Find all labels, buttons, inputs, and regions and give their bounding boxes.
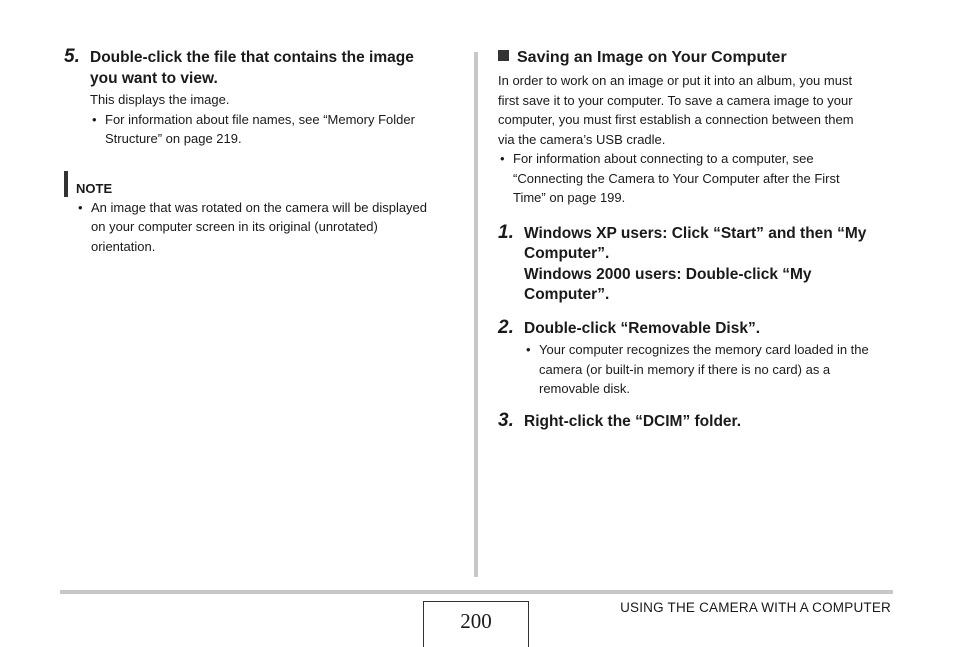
bullet-line: “Connecting the Camera to Your Computer after the First	[513, 170, 840, 186]
left-column	[64, 48, 464, 256]
step-title-line: you want to view.	[90, 69, 218, 87]
step-title-line: Windows XP users: Click “Start” and then “My	[524, 224, 867, 242]
note-label: NOTE	[76, 180, 113, 196]
bullet-line: Structure” on page 219.	[105, 131, 242, 146]
step-1	[498, 221, 894, 306]
step-title-line: Computer”.	[524, 245, 610, 262]
right-column	[498, 48, 894, 432]
intro-paragraph	[498, 71, 894, 149]
step-title-line: Double-click the file that contains the image	[90, 49, 414, 66]
step-number: 2.	[498, 316, 514, 338]
section-title-text: Saving an Image on Your Computer	[517, 49, 787, 66]
step-title	[524, 412, 894, 433]
bullet-line: Time” on page 199.	[513, 190, 626, 205]
note-marker	[64, 171, 68, 197]
step-2	[498, 316, 894, 399]
bullet-line: orientation.	[91, 238, 156, 254]
page-number: 200	[423, 601, 529, 647]
bullet-line: For information about file names, see “Memory Folder	[105, 111, 415, 127]
intro-line: In order to work on an image or put it into an album, you must	[498, 73, 853, 88]
step-title	[524, 319, 894, 340]
bullet-line: An image that was rotated on the camera will be displayed	[91, 199, 428, 215]
note-block	[64, 171, 464, 257]
intro-bullet	[498, 149, 894, 208]
step-body: This displays the image.	[90, 92, 230, 107]
intro-line: via the camera’s USB cradle.	[498, 131, 666, 147]
step-title	[524, 224, 894, 306]
bullet-line: on your computer screen in its original (unrotated)	[91, 219, 378, 234]
step-title	[90, 48, 464, 89]
intro-line: first save it to your computer. To save a camera image to your	[498, 92, 853, 108]
bullet-line: removable disk.	[539, 381, 631, 396]
bullet-item	[90, 110, 464, 149]
column-divider	[474, 52, 478, 577]
step-number: 5.	[64, 46, 80, 67]
step-title-line: Right-click the “DCIM” folder.	[524, 412, 742, 430]
bullet-line: For information about connecting to a computer, see	[513, 151, 814, 166]
bullet-item	[524, 340, 894, 399]
square-bullet-icon	[498, 50, 509, 61]
note-bullet	[76, 198, 464, 257]
step-title-line: Double-click “Removable Disk”.	[524, 319, 761, 337]
step-3	[498, 409, 894, 433]
footer-section-name: USING THE CAMERA WITH A COMPUTER	[620, 600, 891, 615]
bullet-line: camera (or built-in memory if there is no card) as a	[539, 361, 831, 377]
footer-divider	[60, 590, 893, 594]
step-5	[64, 48, 464, 149]
bullet-line: Your computer recognizes the memory card loaded in the	[539, 342, 869, 357]
section-title	[498, 48, 894, 68]
intro-line: computer, you must first establish a connection between them	[498, 112, 854, 127]
step-number: 3.	[498, 409, 514, 431]
step-title-line: Computer”.	[524, 286, 610, 303]
step-number: 1.	[498, 221, 514, 243]
step-title-line: Windows 2000 users: Double-click “My	[524, 265, 812, 283]
